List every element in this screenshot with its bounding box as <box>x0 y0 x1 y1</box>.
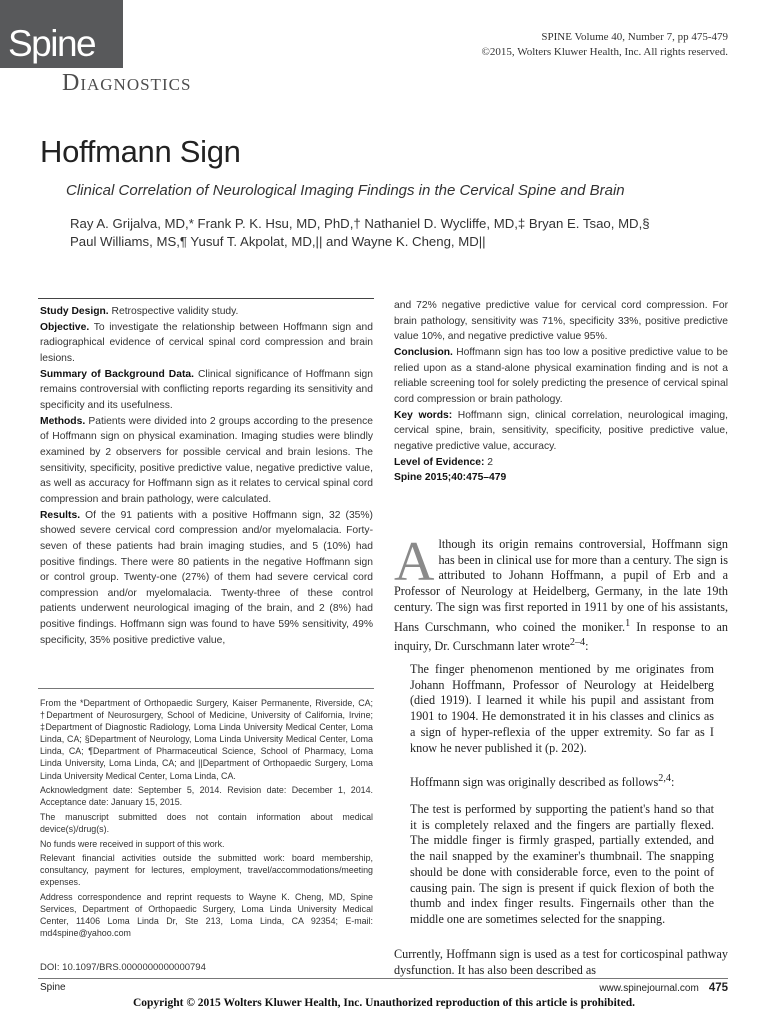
conclusion-text: Hoffmann sign has too low a positive predictive value to be relied upon as a stand-alone physical examination finding and is not a reliable screening tool for solely predicting the presence of cervical spinal cord compression or brain pathology. <box>394 346 728 405</box>
journal-rights: ©2015, Wolters Kluwer Health, Inc. All rights reserved. <box>481 46 728 58</box>
spine-ref: Spine 2015;40:475–479 <box>394 472 507 484</box>
test-description-quote: The test is performed by supporting the patient's hand so that it is completely relaxed and the fingers are partially flexed. The middle finger is firmly grasped, partially extended, and the nail snapped by the examiner's thumbnail. The snapping should be done with considerable force, even to the point of causing pain. The sign is present if quick flexion of both the thumb and index finger results. Fingernails other than the middle one are sometimes selected for the snapping. <box>410 802 714 926</box>
section-label: Diagnostics <box>62 70 192 96</box>
abstract-right-column <box>394 298 728 486</box>
objective-label: Objective. <box>40 321 90 333</box>
original-description-intro <box>410 771 728 791</box>
author-list <box>70 215 730 251</box>
abstract-results-continued: and 72% negative predictive value for cervical cord compression. For brain pathology, sensitivity was 71%, specificity 33%, positive predictive value 10%, and negative predictive value 95%. <box>394 300 728 343</box>
page-number: 475 <box>708 982 728 994</box>
original-description-colon: : <box>670 775 675 790</box>
results-text: Of the 91 patients with a positive Hoffmann sign, 32 (35%) showed severe cervical cord compression and/or myelomalacia. Forty-seven of these patients had brain imaging studies, and 5 (10%) had positive findings. There were 80 patients in the negative Hoffmann sign or control group. Twenty-one (27%) of them had severe cervical cord compression and/or myelomalacia. Twenty-three of these control patients underwent neurological imaging of the brain, and 2 (8%) had positive findings. Hoffmann sign was found to have 59% sensitivity, 49% specificity, 35% positive predictive value, <box>40 509 373 646</box>
curschmann-quote: The finger phenomenon mentioned by me originates from Johann Hoffmann, Professor of Neurology at Heidelberg (died 1919). I learned it while his pupil and assistant from 1901 to 1904. He demonstrated it in his classes and clinics as a sign of hyper-reflexia of the upper extremity. So far as I know he never published it (p. 202). <box>410 662 714 755</box>
conclusion-label: Conclusion. <box>394 346 453 358</box>
journal-logo-text: Spine <box>8 23 96 64</box>
footnote-affiliations: From the *Department of Orthopaedic Surgery, Kaiser Permanente, Riverside, CA; †Department of Neurosurgery, School of Medicine, University of California, Irvine; ‡Department of Diagnostic Radiology, Loma Linda University Medical Center, Loma Linda, CA; §Department of Neurology, Loma Linda University Medical Center, Loma Linda, CA; ¶Department of Pharmaceutical Science, School of Pharmacy, Loma Linda University, Loma Linda, CA; and ||Department of Orthopaedic Surgery, Loma Linda University Medical Center, Loma Linda, CA. <box>40 698 373 781</box>
study-design-text: Retrospective validity study. <box>111 306 239 317</box>
intro-end: In response to an inquiry, Dr. Curschmann later wrote <box>394 619 729 654</box>
keywords-label: Key words: <box>394 409 453 421</box>
footnote-device: The manuscript submitted does not contain information about medical device(s)/drug(s). <box>40 811 373 834</box>
original-description-ref: 2,4 <box>658 773 671 784</box>
doi: DOI: 10.1097/BRS.0000000000000794 <box>40 962 206 973</box>
intro-ref: 1 <box>625 617 631 629</box>
copyright-notice: Copyright © 2015 Wolters Kluwer Health, Inc. Unauthorized reproduction of this article is prohibited. <box>132 997 636 1009</box>
background-text: Clinical significance of Hoffmann sign remains controversial with conflicting reports regarding its sensitivity and specificity and its usefulness. <box>40 368 373 411</box>
background-label: Summary of Background Data. <box>40 368 194 380</box>
intro-paragraph <box>394 531 729 655</box>
level-value: 2 <box>487 456 494 468</box>
abstract-conclusion <box>394 345 728 408</box>
abstract-methods <box>40 414 373 508</box>
abstract-background <box>40 367 373 414</box>
footnote-financial: Relevant financial activities outside the submitted work: board membership, consultancy, payment for lectures, employment, travel/accommodations/meeting expenses. <box>40 853 373 888</box>
footnote-dates: Acknowledgment date: September 5, 2014. Revision date: December 1, 2014. Acceptance date: January 15, 2015. <box>40 785 373 808</box>
methods-label: Methods. <box>40 415 86 427</box>
abstract-level <box>394 455 728 471</box>
drop-cap: A <box>394 531 435 593</box>
footnotes <box>40 697 373 942</box>
footer-rule <box>38 978 728 979</box>
footnote-rule <box>38 688 374 689</box>
journal-citation: SPINE Volume 40, Number 7, pp 475-479 <box>541 31 728 43</box>
abstract-top-rule <box>38 298 374 299</box>
author-line-2: Paul Williams, MS,¶ Yusuf T. Akpolat, MD,|| and Wayne K. Cheng, MD|| <box>70 234 486 249</box>
methods-text: Patients were divided into 2 groups according to the presence of Hoffmann sign on physical examination. Imaging studies were blindly examined by 2 observers for possible cervical and brain lesions. The sensitivity, specificity, positive predictive value, negative predictive value, as well as accuracy for Hoffmann sign as it relates to cervical spinal cord compression and brain pathology, were calculated. <box>40 415 373 505</box>
results-label: Results. <box>40 509 81 521</box>
journal-logo <box>0 0 123 68</box>
footer-journal: Spine <box>40 982 66 993</box>
author-line-1: Ray A. Grijalva, MD,* Frank P. K. Hsu, MD, PhD,† Nathaniel D. Wycliffe, MD,‡ Bryan E. Tsao, MD,§ <box>70 216 650 231</box>
intro-colon: : <box>585 639 589 654</box>
footnote-funds: No funds were received in support of this work. <box>40 838 225 849</box>
footer-right <box>599 982 728 994</box>
journal-citation-block <box>482 30 728 60</box>
currently-paragraph: Currently, Hoffmann sign is used as a test for corticospinal pathway dysfunction. It has also been described as <box>394 947 728 977</box>
abstract-objective <box>40 320 373 367</box>
abstract-results <box>40 508 373 649</box>
article-subtitle: Clinical Correlation of Neurological Imaging Findings in the Cervical Spine and Brain <box>66 182 625 199</box>
objective-text: To investigate the relationship between Hoffmann sign and radiographical evidence of cervical spinal cord compression and brain lesions. <box>40 321 373 364</box>
intro-end-ref: 2–4 <box>569 637 586 649</box>
level-label: Level of Evidence: <box>394 456 485 468</box>
footnote-correspondence: Address correspondence and reprint requests to Wayne K. Cheng, MD, Spine Services, Department of Orthopaedic Surgery, Loma Linda University Medical Center, 11406 Loma Linda Dr, Ste 213, Loma Linda, CA 92354; E-mail: md4spine@yahoo.com <box>40 891 373 939</box>
original-description-text: Hoffmann sign was originally described as follows <box>410 775 659 790</box>
abstract-spine-ref <box>394 470 728 486</box>
abstract-study-design <box>40 304 373 320</box>
abstract-left-column <box>40 304 373 648</box>
study-design-label: Study Design. <box>40 306 109 317</box>
keywords-text: Hoffmann sign, clinical correlation, neurological imaging, cervical spine, brain, sensitivity, specificity, positive predictive value, negative predictive value, accuracy. <box>394 409 728 452</box>
article-title: Hoffmann Sign <box>40 134 241 169</box>
journal-website-link[interactable]: www.spinejournal.com <box>599 983 699 994</box>
intro-text: lthough its origin remains controversial, Hoffmann sign has been in clinical use for more than a century. The sign is attributed to Johann Hoffmann, a pupil of Erb and a Professor of Neurology at Heidelberg, Germany, in the late 19th century. The sign was first reported in 1911 by one of his assistants, Hans Curschmann, who coined the moniker. <box>394 537 728 634</box>
abstract-keywords <box>394 408 728 455</box>
